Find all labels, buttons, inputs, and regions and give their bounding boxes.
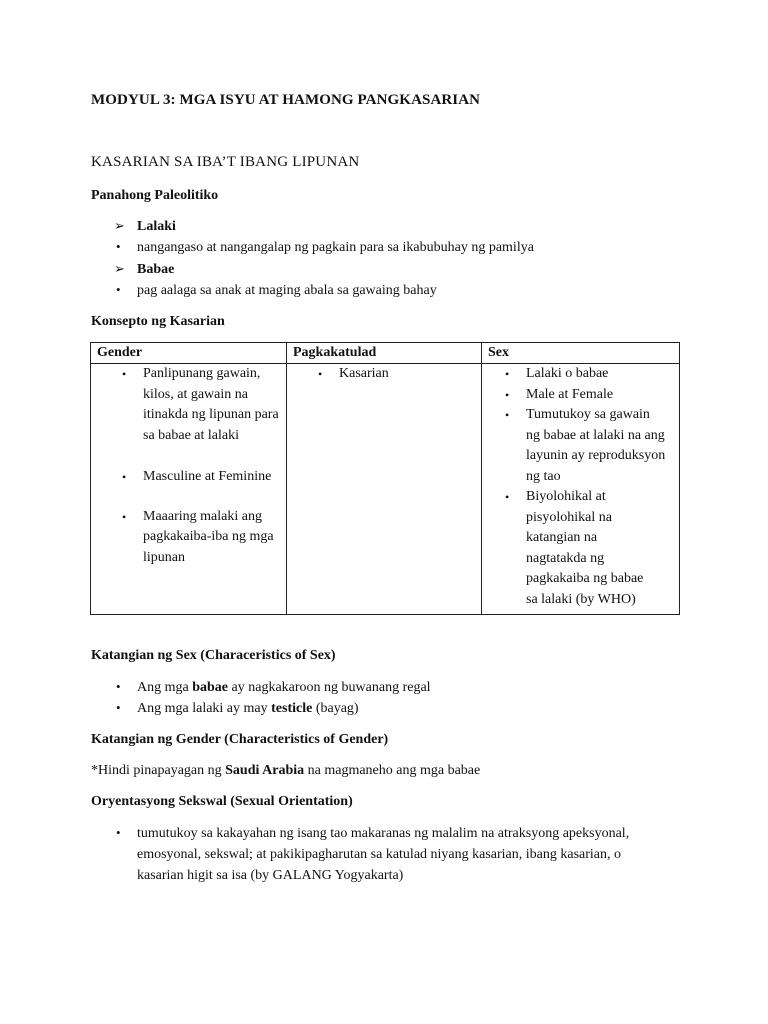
sex-item-babae: Ang mga babae ay nagkakaroon ng buwanang regal (137, 680, 431, 695)
orientation-line-3: kasarian higit sa isa (by GALANG Yogyakarta) (137, 868, 404, 883)
konsepto-heading: Konsepto ng Kasarian (91, 314, 225, 329)
bullet-icon: • (116, 700, 121, 715)
bullet-icon: • (318, 367, 323, 381)
pagkakatulad-list (287, 364, 481, 385)
sex-list (482, 364, 679, 610)
babae-label: Babae (137, 262, 175, 277)
gender-note: *Hindi pinapayagan ng Saudi Arabia na magmaneho ang mga babae (91, 763, 481, 778)
bullet-icon: • (116, 679, 121, 694)
list-item: • Lalaki o babae (526, 364, 676, 385)
bullet-icon: • (122, 367, 127, 381)
list-item: • Tumutukoy sa gawain ng babae at lalaki na ang layunin ay reproduksyon ng tao (505, 407, 666, 484)
arrow-bullet-icon: ➢ (114, 261, 125, 276)
bullet-icon: • (116, 825, 121, 840)
sex-item-lalaki: Ang mga lalaki ay may testicle (bayag) (137, 701, 359, 716)
table-row (91, 364, 680, 615)
gender-characteristics-heading: Katangian ng Gender (Characteristics of Gender) (91, 732, 389, 747)
pagkakatulad-cell (287, 364, 482, 615)
babae-description: pag aalaga sa anak at maging abala sa gawaing bahay (137, 283, 437, 298)
sex-cell (482, 364, 680, 615)
list-item: • Maaaring malaki ang pagkakaiba-iba ng mga lipunan (122, 508, 274, 565)
lalaki-label: Lalaki (137, 219, 176, 234)
table-header-row (91, 343, 680, 364)
bullet-icon: • (122, 470, 127, 484)
bullet-icon: • (505, 387, 510, 402)
orientation-line-1: tumutukoy sa kakayahan ng isang tao makaranas ng malalim na atraksyong apeksyonal, (137, 826, 630, 841)
bullet-icon: • (116, 282, 121, 297)
bullet-icon: • (505, 367, 510, 381)
gender-list (91, 364, 286, 568)
lalaki-description: nangangaso at nangangalap ng pagkain para sa ikabubuhay ng pamilya (137, 240, 534, 255)
arrow-bullet-icon: ➢ (114, 218, 125, 233)
konsepto-table (90, 342, 680, 615)
bullet-icon: • (116, 239, 121, 254)
list-item: • Panlipunang gawain, kilos, at gawain na itinakda ng lipunan para sa babae at lalaki (122, 366, 279, 443)
bullet-icon: • (505, 490, 510, 504)
bullet-icon: • (505, 408, 510, 422)
paleolitiko-heading: Panahong Paleolitiko (91, 188, 219, 203)
module-title: MODYUL 3: MGA ISYU AT HAMONG PANGKASARIAN (91, 92, 481, 108)
sex-characteristics-heading: Katangian ng Sex (Characeristics of Sex) (91, 648, 336, 663)
list-item: • Masculine at Feminine (143, 467, 283, 488)
header-gender: Gender (91, 343, 287, 364)
list-item: • Biyolohikal at pisyolohikal na katangian na nagtatakda ng pagkakaiba ng babae sa lalaki (by WHO) (505, 489, 644, 607)
orientation-line-2: emosyonal, sekswal; at pakikipagharutan sa katulad niyang kasarian, ibang kasarian, o (137, 847, 622, 862)
gender-cell (91, 364, 287, 615)
list-item: • Male at Female (526, 385, 676, 406)
bullet-icon: • (122, 509, 127, 524)
header-sex: Sex (482, 343, 680, 364)
orientation-heading: Oryentasyong Sekswal (Sexual Orientation) (91, 794, 353, 809)
list-item: • Kasarian (339, 364, 481, 385)
header-pagkakatulad: Pagkakatulad (287, 343, 482, 364)
section-subtitle: KASARIAN SA IBA’T IBANG LIPUNAN (91, 154, 360, 170)
